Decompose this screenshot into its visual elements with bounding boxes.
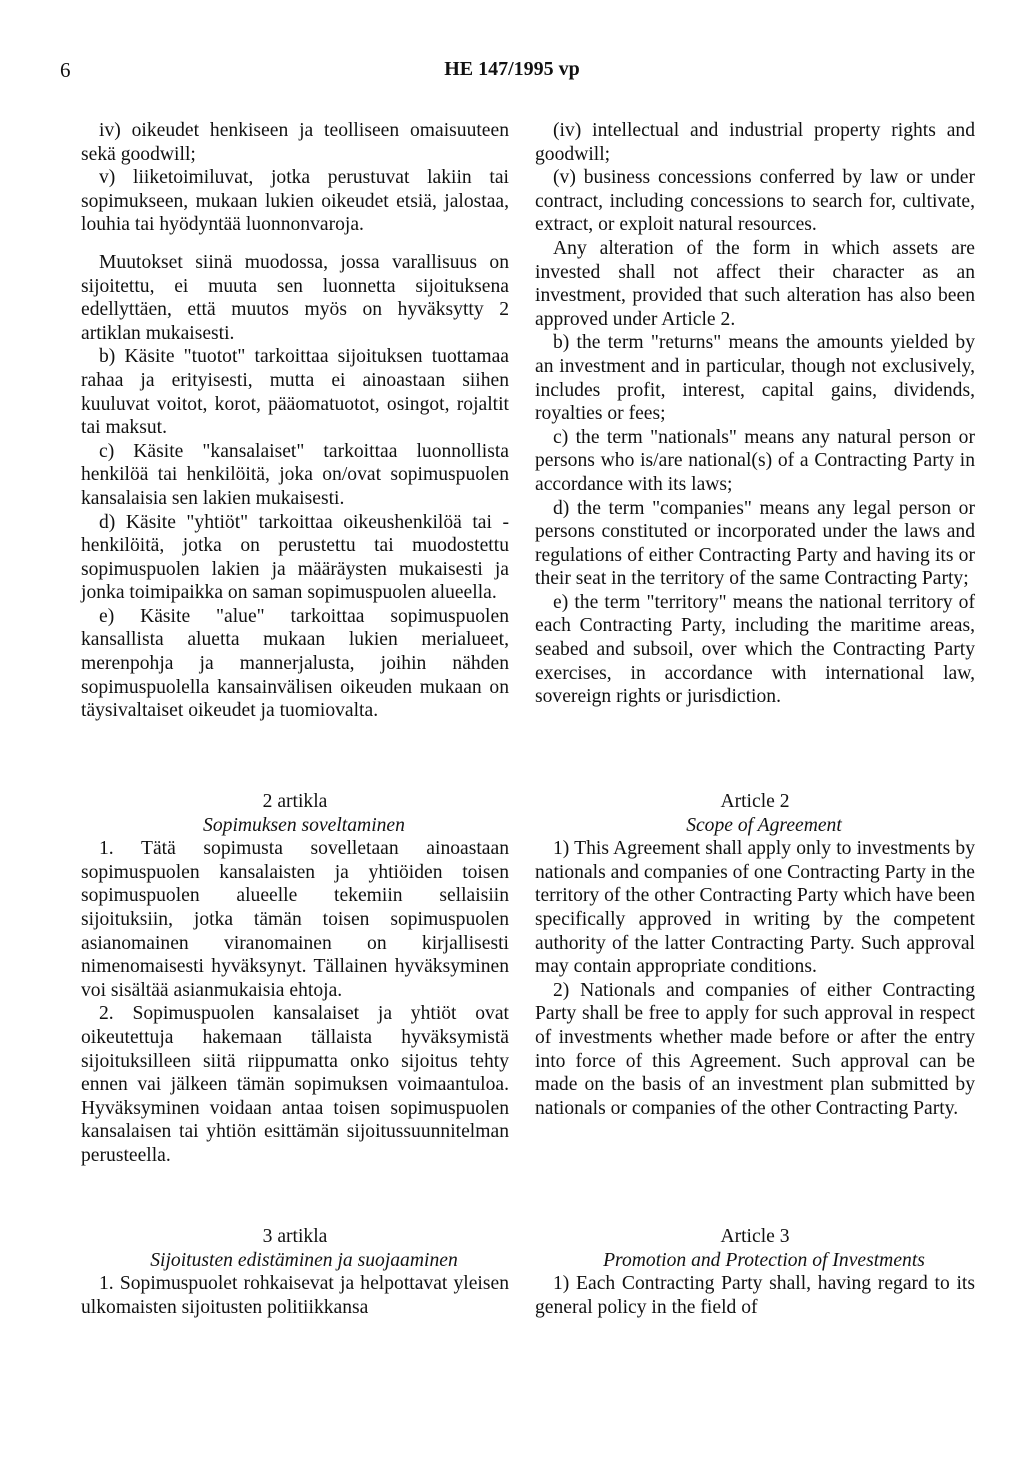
en-article-3-heading: Article 3 xyxy=(720,1226,790,1247)
fi-article-3-heading: 3 artikla xyxy=(262,1226,328,1247)
fi-article-2-heading: 2 artikla xyxy=(262,791,328,812)
en-def-b: b) the term "returns" means the amounts yielded by an investment and in particular, though not exclusively, includes profit, interest, capital gains, dividends, royalties or fees; xyxy=(535,332,975,425)
finnish-definitions xyxy=(81,119,509,723)
english-definitions xyxy=(535,119,975,709)
document-id: HE 147/1995 vp xyxy=(444,58,580,80)
fi-article-3-para-1: 1. Sopimuspuolet rohkaisevat ja helpottavat yleisen ulkomaisten sijoitusten politiikkansa xyxy=(81,1273,509,1318)
fi-item-v: v) liiketoimiluvat, jotka perustuvat lakiin tai sopimukseen, mukaan lukien oikeudet etsiä, jalostaa, louhia tai hyödyntää luonnonvaroja. xyxy=(81,167,509,236)
fi-article-2-para-2: 2. Sopimuspuolen kansalaiset ja yhtiöt ovat oikeutettuja hakemaan tällaista hyväksymistä sijoituksilleen siitä riippumatta onko sijoitus tehty ennen vai jälkeen tämän sopimuksen voimaantuloa. Hyväksyminen voidaan antaa toisen sopimuspuolen kansalaisen tai yhtiön esittämän sijoitussuunnitelman perusteella. xyxy=(81,1003,509,1166)
en-def-c: c) the term "nationals" means any natural person or persons who is/are national(s) of a Contracting Party in accordance with its laws; xyxy=(535,426,975,495)
en-item-v: (v) business concessions conferred by law or under contract, including concessions to search for, cultivate, extract, or exploit natural resources. xyxy=(535,167,975,236)
en-article-2-subheading: Scope of Agreement xyxy=(686,814,842,836)
en-def-e: e) the term "territory" means the national territory of each Contracting Party, including the maritime areas, seabed and subsoil, over which the Contracting Party exercises, in accordance with international law, sovereign rights or jurisdiction. xyxy=(535,591,975,708)
en-article-2-heading: Article 2 xyxy=(720,791,790,812)
fi-article-3-subheading: Sijoitusten edistäminen ja suojaaminen xyxy=(150,1249,458,1271)
en-def-d: d) the term "companies" means any legal person or persons constituted or incorporated under the laws and regulations of either Contracting Party and having its or their seat in the territory of the same Contracting Party; xyxy=(535,497,975,590)
en-alteration: Any alteration of the form in which assets are invested shall not affect their character as an investment, provided that such alteration has also been approved under Article 2. xyxy=(535,237,975,330)
fi-def-c: c) Käsite "kansalaiset" tarkoittaa luonnollista henkilöä tai henkilöitä, joka on/ovat sopimuspuolen kansalaisia sen lakien mukaisesti. xyxy=(81,440,509,509)
fi-def-d: d) Käsite "yhtiöt" tarkoittaa oikeushenkilöä tai -henkilöitä, jotka on perustettu tai muodostettu sopimuspuolen lakien ja määräysten mukaisesti ja jonka toimipaikka on saman sopimuspuolen alueella. xyxy=(81,511,509,604)
fi-article-2 xyxy=(81,790,509,1168)
en-article-2-para-2: 2) Nationals and companies of either Contracting Party shall be free to apply for such approval in respect of investments whether made before or after the entry into force of this Agreement. Such approval can be made on the basis of an investment plan submitted by nationals or companies of the other Contracting Party. xyxy=(535,979,975,1119)
en-article-2-para-1: 1) This Agreement shall apply only to investments by nationals and companies of one Contracting Party in the territory of the other Contracting Party which have been specifically approved in writing by the competent authority of the latter Contracting Party. Such approval may contain appropriate conditions. xyxy=(535,838,975,978)
en-item-iv: (iv) intellectual and industrial property rights and goodwill; xyxy=(535,120,975,165)
fi-article-2-para-1: 1. Tätä sopimusta sovelletaan ainoastaan sopimuspuolen kansalaisten ja yhtiöiden toisen sopimuspuolen alueelle tekemiin sellaisiin sijoituksiin, jotka tämän toisen sopimuspuolen asianomainen viranomainen on kirjallisesti nimenomaisesti hyväksynyt. Tällainen hyväksyminen voi sisältää asianmukaisia ehtoja. xyxy=(81,838,509,1001)
fi-article-2-subheading: Sopimuksen soveltaminen xyxy=(203,814,405,836)
fi-article-3 xyxy=(81,1225,509,1319)
en-article-3 xyxy=(535,1225,975,1319)
en-article-3-para-1: 1) Each Contracting Party shall, having regard to its general policy in the field of xyxy=(535,1273,975,1318)
page-number: 6 xyxy=(60,58,71,82)
fi-item-iv: iv) oikeudet henkiseen ja teolliseen omaisuuteen sekä goodwill; xyxy=(81,120,509,165)
fi-alteration: Muutokset siinä muodossa, jossa varallisuus on sijoitettu, ei muuta sen luonnetta sijoituksena edellyttäen, että muutos myös on hyväksytty 2 artiklan mukaisesti. xyxy=(81,251,509,344)
en-article-2 xyxy=(535,790,975,1120)
fi-def-b: b) Käsite "tuotot" tarkoittaa sijoituksen tuottamaa rahaa ja erityisesti, mutta ei ainoastaan siihen kuuluvat voitot, korot, pääomatuotot, osingot, rojaltit tai maksut. xyxy=(81,346,509,439)
fi-def-e: e) Käsite "alue" tarkoittaa sopimuspuolen kansallista aluetta mukaan lukien merialueet, merenpohja ja mannerjalusta, joihin nähden sopimuspuolella kansainvälisen oikeuden mukaan on täysivaltaiset oikeudet ja tuomiovalta. xyxy=(81,605,509,722)
en-article-3-subheading: Promotion and Protection of Investments xyxy=(603,1249,925,1271)
